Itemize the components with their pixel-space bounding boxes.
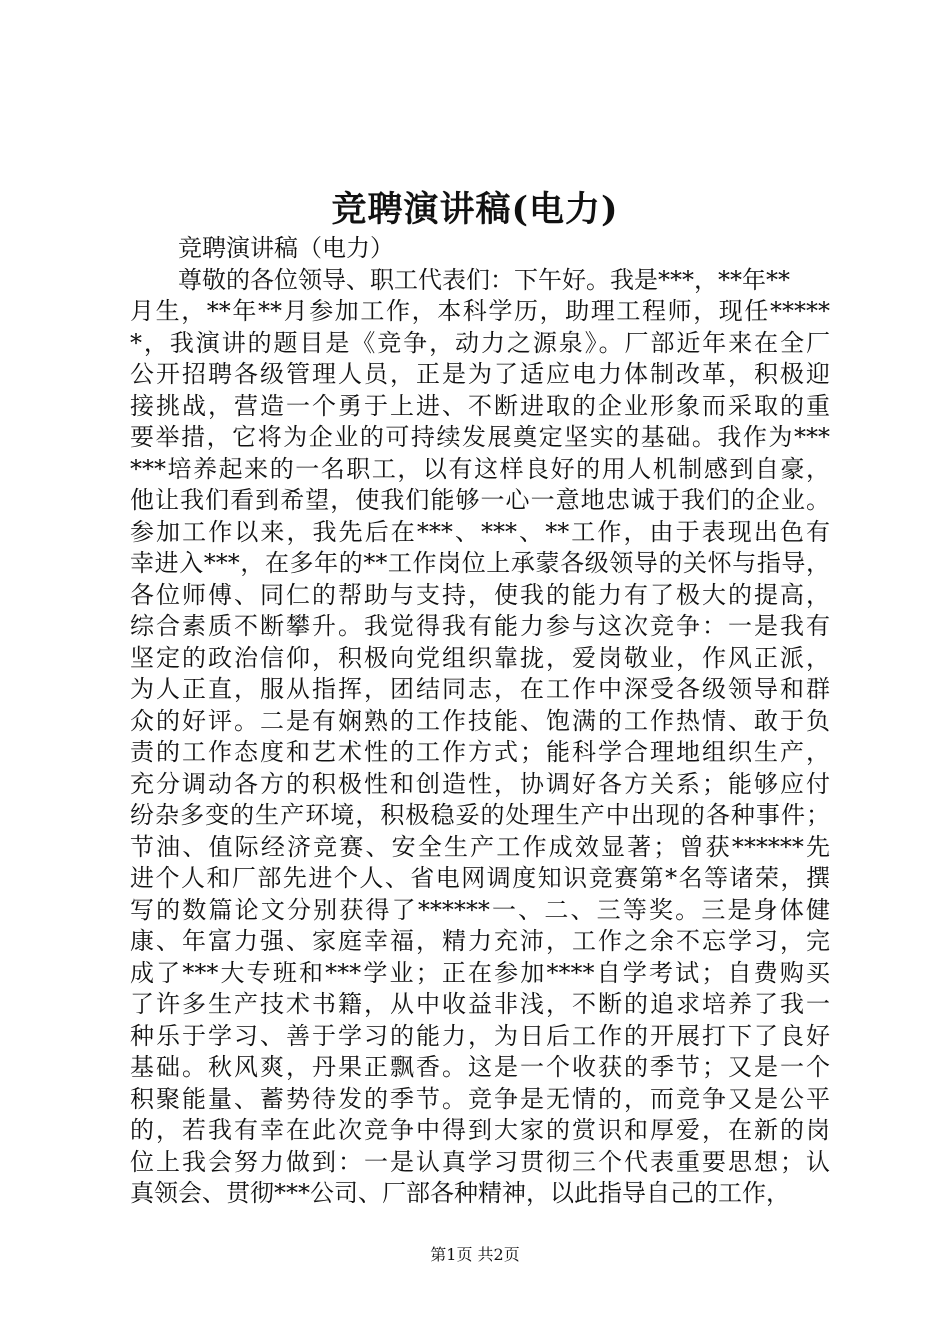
body-line: 综合素质不断攀升。我觉得我有能力参与这次竞争：一是我有 xyxy=(130,612,830,640)
body-line: 众的好评。二是有娴熟的工作技能、饱满的工作热情、敢于负 xyxy=(130,706,830,735)
body-line: 种乐于学习、善于学习的能力，为日后工作的开展打下了良好 xyxy=(130,1021,830,1050)
body-line: 为人正直，服从指挥，团结同志，在工作中深受各级领导和群 xyxy=(130,675,830,703)
body-line: 康、年富力强、家庭幸福，精力充沛，工作之余不忘学习，完 xyxy=(130,927,830,955)
body-line: 竞聘演讲稿（电力） xyxy=(178,234,394,262)
body-line: 纷杂多变的生产环境，积极稳妥的处理生产中出现的各种事件； xyxy=(130,801,830,829)
body-line: 进个人和厂部先进个人、省电网调度知识竞赛第*名等诸荣，撰 xyxy=(130,864,830,892)
body-line: 写的数篇论文分别获得了******一、二、三等奖。三是身体健 xyxy=(130,895,830,924)
body-line: 成了***大专班和***学业；正在参加****自学考试；自费购买 xyxy=(130,958,830,987)
body-line: 责的工作态度和艺术性的工作方式；能科学合理地组织生产， xyxy=(130,738,830,766)
body-line: 公开招聘各级管理人员，正是为了适应电力体制改革，积极迎 xyxy=(130,360,830,388)
body-line: 尊敬的各位领导、职工代表们：下午好。我是***，**年** xyxy=(178,265,790,294)
body-line: 各位师傅、同仁的帮助与支持，使我的能力有了极大的提高， xyxy=(130,580,830,609)
body-line: 的，若我有幸在此次竞争中得到大家的赏识和厚爱，在新的岗 xyxy=(130,1116,830,1144)
body-line: ***培养起来的一名职工，以有这样良好的用人机制感到自豪， xyxy=(130,454,830,483)
body-line: 要举措，它将为企业的可持续发展奠定坚实的基础。我作为*** xyxy=(130,423,830,451)
body-line: 基础。秋风爽，丹果正飘香。这是一个收获的季节；又是一个 xyxy=(130,1053,830,1081)
body-line: 积聚能量、蓄势待发的季节。竞争是无情的，而竞争又是公平 xyxy=(130,1084,830,1113)
body-line: 真领会、贯彻***公司、厂部各种精神，以此指导自己的工作， xyxy=(130,1179,790,1207)
document-body xyxy=(130,233,830,1210)
body-line: 位上我会努力做到：一是认真学习贯彻三个代表重要思想；认 xyxy=(130,1147,830,1176)
body-line: *，我演讲的题目是《竞争，动力之源泉》。厂部近年来在全厂 xyxy=(130,328,830,357)
body-line: 参加工作以来，我先后在***、***、**工作，由于表现出色有 xyxy=(130,517,830,546)
body-line: 月生，**年**月参加工作，本科学历，助理工程师，现任***** xyxy=(130,297,830,325)
body-line: 幸进入***，在多年的**工作岗位上承蒙各级领导的关怀与指导， xyxy=(130,549,830,577)
body-line: 他让我们看到希望，使我们能够一心一意地忠诚于我们的企业。 xyxy=(130,486,830,514)
body-line: 接挑战，营造一个勇于上进、不断进取的企业形象而采取的重 xyxy=(130,391,830,420)
body-line: 坚定的政治信仰，积极向党组织靠拢，爱岗敬业，作风正派， xyxy=(130,643,830,672)
page-number-footer: 第1页 共2页 xyxy=(430,1245,520,1264)
body-line: 节油、值际经济竞赛、安全生产工作成效显著；曾获******先 xyxy=(130,832,830,861)
body-line: 了许多生产技术书籍，从中收益非浅，不断的追求培养了我一 xyxy=(130,990,830,1018)
body-line: 充分调动各方的积极性和创造性，协调好各方关系；能够应付 xyxy=(130,769,830,798)
document-title: 竞聘演讲稿(电力) xyxy=(331,189,619,230)
